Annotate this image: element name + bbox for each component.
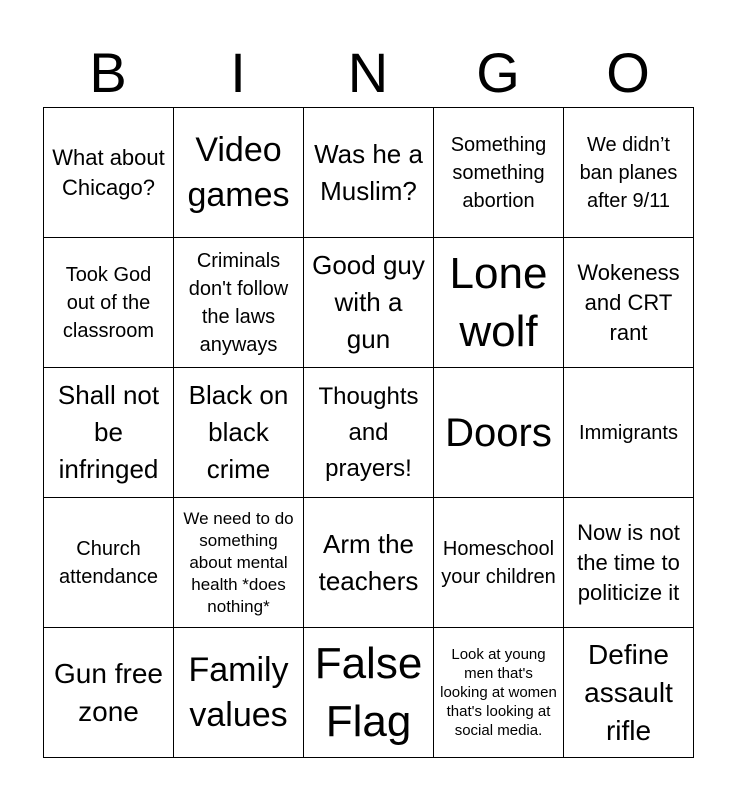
bingo-cell[interactable] [434,498,564,628]
bingo-cell[interactable] [434,628,564,758]
cell-text: Black on black crime [188,380,289,484]
bingo-cell[interactable] [564,108,694,238]
cell-text: Lone wolf [449,248,548,356]
bingo-cell[interactable] [44,108,174,238]
bingo-cell[interactable] [564,628,694,758]
cell-text: We need to do something about mental health *does nothing* [183,508,294,616]
header-letter-o: O [606,41,650,104]
bingo-cell[interactable] [304,498,434,628]
bingo-header [43,40,693,106]
cell-text: Gun free zone [54,657,163,727]
cell-text: Took God out of the classroom [62,263,155,342]
cell-text: Was he a Muslim? [314,138,423,206]
bingo-cell[interactable] [304,108,434,238]
cell-text: What about Chicago? [52,144,165,200]
cell-text: Homeschool your children [441,537,556,588]
bingo-cell[interactable] [304,368,434,498]
bingo-cell[interactable] [174,628,304,758]
header-letter-b: B [89,41,127,104]
bingo-cell[interactable] [434,108,564,238]
header-letter-g: G [476,41,520,104]
bingo-cell[interactable] [44,498,174,628]
bingo-cell[interactable] [44,368,174,498]
cell-text: Thoughts and prayers! [318,382,419,482]
bingo-cell[interactable] [564,498,694,628]
cell-text: We didn’t ban planes after 9/11 [579,133,678,212]
cell-text: False Flag [314,638,423,746]
cell-text: Immigrants [579,421,678,444]
bingo-board [43,107,694,758]
bingo-cell[interactable] [174,498,304,628]
cell-text: Define assault rifle [584,638,673,746]
bingo-cell[interactable] [434,238,564,368]
bingo-cell[interactable] [174,368,304,498]
bingo-cell[interactable] [44,628,174,758]
bingo-cell[interactable] [44,238,174,368]
cell-text: Family values [188,650,289,734]
cell-text: Criminals don't follow the laws anyways [188,249,289,356]
header-letter-n: N [347,41,389,104]
bingo-cell[interactable] [304,238,434,368]
bingo-cell[interactable] [564,238,694,368]
cell-text: Look at young men that's looking at women that's looking at social media. [440,646,557,739]
bingo-cell[interactable] [174,238,304,368]
cell-text: Now is not the time to politicize it [577,519,680,605]
bingo-cell[interactable] [304,628,434,758]
bingo-cell[interactable] [174,108,304,238]
header-letter-i: I [230,41,246,104]
cell-text: Church attendance [59,537,158,588]
cell-text: Video games [187,130,290,214]
cell-text: Shall not be infringed [57,380,160,484]
cell-text: Doors [445,410,552,455]
cell-text: Something something abortion [450,133,547,212]
cell-text: Arm the teachers [318,528,419,596]
bingo-cell[interactable] [564,368,694,498]
cell-text: Good guy with a gun [312,250,425,354]
cell-text: Wokeness and CRT rant [577,259,680,345]
bingo-cell[interactable] [434,368,564,498]
